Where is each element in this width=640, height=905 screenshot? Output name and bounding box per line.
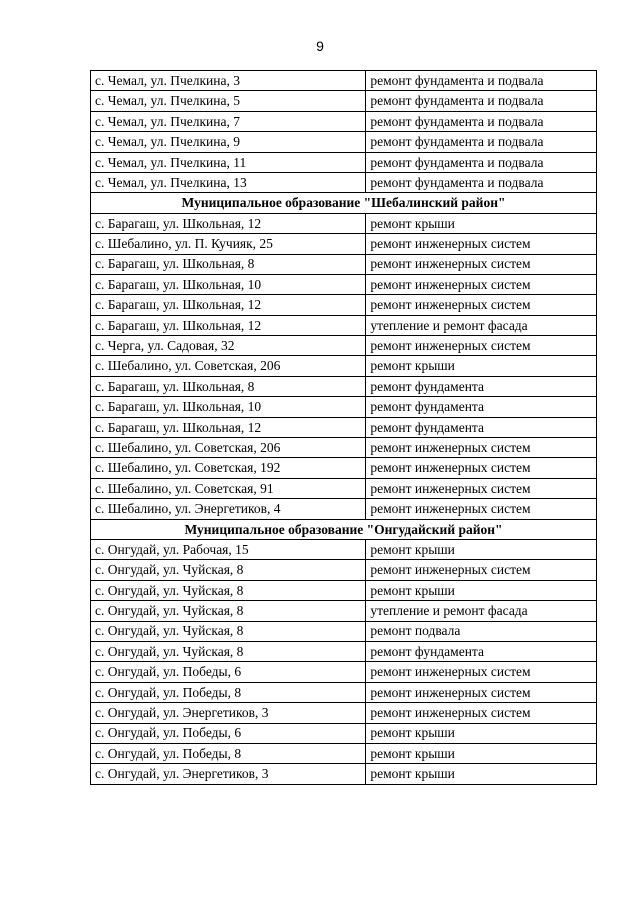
work-type-cell: ремонт инженерных систем [366,254,597,274]
table-row [91,71,597,91]
table-row [91,539,597,559]
page-number: 9 [316,38,324,54]
address-cell: с. Шебалино, ул. Энергетиков, 4 [91,499,366,519]
work-type-cell: ремонт крыши [366,580,597,600]
table-row [91,132,597,152]
table-row [91,499,597,519]
repair-works-table [90,70,597,785]
address-cell: с. Онгудай, ул. Энергетиков, 3 [91,703,366,723]
work-type-cell: ремонт крыши [366,743,597,763]
work-type-cell: утепление и ремонт фасада [366,315,597,335]
table-row [91,560,597,580]
work-type-cell: ремонт крыши [366,213,597,233]
address-cell: с. Онгудай, ул. Чуйская, 8 [91,580,366,600]
work-type-cell: ремонт инженерных систем [366,560,597,580]
address-cell: с. Черга, ул. Садовая, 32 [91,336,366,356]
table-row [91,356,597,376]
work-type-cell: ремонт фундамента и подвала [366,152,597,172]
section-header-row [91,193,597,213]
work-type-cell: ремонт инженерных систем [366,458,597,478]
address-cell: с. Онгудай, ул. Победы, 8 [91,743,366,763]
table-row [91,621,597,641]
work-type-cell: ремонт инженерных систем [366,478,597,498]
work-type-cell: ремонт инженерных систем [366,662,597,682]
address-cell: с. Чемал, ул. Пчелкина, 9 [91,132,366,152]
table-row [91,723,597,743]
address-cell: с. Шебалино, ул. Советская, 91 [91,478,366,498]
address-cell: с. Онгудай, ул. Чуйская, 8 [91,560,366,580]
table-row [91,417,597,437]
work-type-cell: ремонт крыши [366,356,597,376]
work-type-cell: ремонт фундамента [366,641,597,661]
table-row [91,743,597,763]
table-body [91,71,597,785]
address-cell: с. Барагаш, ул. Школьная, 10 [91,274,366,294]
work-type-cell: ремонт фундамента и подвала [366,71,597,91]
address-cell: с. Барагаш, ул. Школьная, 12 [91,213,366,233]
table-row [91,458,597,478]
section-header-row [91,519,597,539]
address-cell: с. Онгудай, ул. Рабочая, 15 [91,539,366,559]
table-row [91,172,597,192]
work-type-cell: ремонт крыши [366,539,597,559]
table-row [91,641,597,661]
address-cell: с. Онгудай, ул. Чуйская, 8 [91,621,366,641]
table-row [91,315,597,335]
table-row [91,662,597,682]
table-row [91,336,597,356]
address-cell: с. Онгудай, ул. Энергетиков, 3 [91,764,366,784]
address-cell: с. Чемал, ул. Пчелкина, 13 [91,172,366,192]
table-row [91,703,597,723]
work-type-cell: ремонт фундамента и подвала [366,132,597,152]
address-cell: с. Барагаш, ул. Школьная, 12 [91,315,366,335]
section-title: Муниципальное образование "Онгудайский район" [91,519,597,539]
work-type-cell: ремонт инженерных систем [366,234,597,254]
address-cell: с. Шебалино, ул. Советская, 206 [91,356,366,376]
address-cell: с. Онгудай, ул. Победы, 8 [91,682,366,702]
address-cell: с. Барагаш, ул. Школьная, 12 [91,295,366,315]
work-type-cell: ремонт инженерных систем [366,682,597,702]
address-cell: с. Онгудай, ул. Чуйская, 8 [91,601,366,621]
work-type-cell: ремонт инженерных систем [366,499,597,519]
table-row [91,111,597,131]
table-row [91,152,597,172]
work-type-cell: ремонт фундамента [366,417,597,437]
address-cell: с. Чемал, ул. Пчелкина, 11 [91,152,366,172]
work-type-cell: ремонт фундамента и подвала [366,111,597,131]
address-cell: с. Онгудай, ул. Победы, 6 [91,723,366,743]
address-cell: с. Барагаш, ул. Школьная, 10 [91,397,366,417]
table-row [91,438,597,458]
work-type-cell: ремонт фундамента и подвала [366,91,597,111]
address-cell: с. Шебалино, ул. Советская, 192 [91,458,366,478]
address-cell: с. Барагаш, ул. Школьная, 8 [91,376,366,396]
address-cell: с. Барагаш, ул. Школьная, 8 [91,254,366,274]
table-row [91,397,597,417]
work-type-cell: ремонт инженерных систем [366,438,597,458]
table-row [91,478,597,498]
table-row [91,682,597,702]
work-type-cell: ремонт фундамента [366,376,597,396]
work-type-cell: ремонт инженерных систем [366,295,597,315]
table-row [91,580,597,600]
work-type-cell: ремонт инженерных систем [366,703,597,723]
address-cell: с. Шебалино, ул. Советская, 206 [91,438,366,458]
section-title: Муниципальное образование "Шебалинский район" [91,193,597,213]
table-row [91,234,597,254]
work-type-cell: ремонт фундамента [366,397,597,417]
work-type-cell: ремонт фундамента и подвала [366,172,597,192]
table-row [91,601,597,621]
work-type-cell: ремонт крыши [366,764,597,784]
work-type-cell: ремонт инженерных систем [366,274,597,294]
work-type-cell: ремонт подвала [366,621,597,641]
address-cell: с. Онгудай, ул. Победы, 6 [91,662,366,682]
address-cell: с. Онгудай, ул. Чуйская, 8 [91,641,366,661]
work-type-cell: ремонт крыши [366,723,597,743]
table-row [91,213,597,233]
address-cell: с. Чемал, ул. Пчелкина, 7 [91,111,366,131]
table-row [91,254,597,274]
address-cell: с. Барагаш, ул. Школьная, 12 [91,417,366,437]
address-cell: с. Шебалино, ул. П. Кучияк, 25 [91,234,366,254]
table-row [91,274,597,294]
table-row [91,376,597,396]
work-type-cell: утепление и ремонт фасада [366,601,597,621]
work-type-cell: ремонт инженерных систем [366,336,597,356]
address-cell: с. Чемал, ул. Пчелкина, 3 [91,71,366,91]
address-cell: с. Чемал, ул. Пчелкина, 5 [91,91,366,111]
table-row [91,764,597,784]
table-row [91,295,597,315]
table-row [91,91,597,111]
